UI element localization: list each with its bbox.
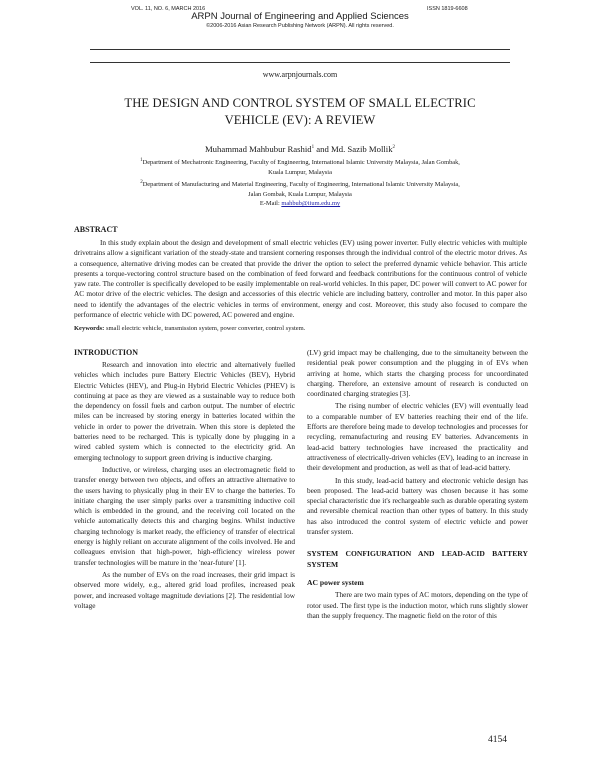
author-line — [0, 144, 600, 154]
page-number: 4154 — [488, 735, 507, 745]
affiliation-2-line1: Department of Manufacturing and Material Engineering, Faculty of Engineering, International Islamic University Malaysia, — [142, 181, 460, 189]
right-paragraph-1: (LV) grid impact may be challenging, due to the simultaneity between the residential peak power consumption and the plugging in of EVs when arriving at home, which starts the charging process for uncoordinated charging. Therefore, an extensive amount of research is conducted on coordinated charging strategies [3]. — [307, 348, 528, 399]
affiliation-2-sup: 2 — [140, 180, 143, 185]
intro-paragraph-1: Research and innovation into electric and alternatively fuelled vehicles which includes pure Battery Electric Vehicles (BEV), Hybrid Electric Vehicles (HEV), and Plug-in Hybrid Electric Vehicles (PHEV) is continuing at pace as they are viewed as a sustainable way to reduce both the dependency on fossil fuels and carbon output. The number of electric miles can be increased by storing energy in batteries located within the vehicle in order to power the drivetrain. When this store is depleted the batteries need to be recharged. This is typically done by plugging in a wired cabled system which is connected to the electricity grid. An emerging technology to support green driving is inductive charging. — [74, 360, 295, 462]
keywords-line — [74, 325, 527, 332]
affiliation-1-sup: 1 — [140, 158, 143, 163]
abstract-text: In this study explain about the design and development of small electric vehicles (EV) using power inverter. Fully electric vehicles with multiple drivetrains allow a significant variation of the steady-state and transient cornering responses through the individual control of the electric motor drives. As a consequence, alternative driving modes can be created that provide the driver the option to select the preferred dynamic vehicle behavior. This article presents a torque-vectoring control structure based on the combination of feed forward and feedback contributions for the continuous control of vehicle yaw rate. The controller is specifically developed to be easily implementable on real-world vehicles. In this paper, DC power will convert to AC power for AC motor drive of the electric vehicles. The design and accessories of this electric vehicle are including battery, controller and motor. In this paper also need to identify the advantages of the electric vehicles in terms of environment, energy and cost. Moreover, this study also focused to compare the performance of electric vehicle with DC powered, AC powered and engine. — [74, 238, 527, 320]
journal-title: ARPN Journal of Engineering and Applied Sciences — [191, 11, 409, 22]
keywords-text: small electric vehicle, transmission system, power converter, control system. — [104, 325, 306, 332]
abstract-heading: ABSTRACT — [74, 225, 118, 234]
issn: ISSN 1819-6608 — [427, 6, 468, 12]
left-column — [74, 360, 295, 611]
right-paragraph-2: The rising number of electric vehicles (EV) will eventually lead to a comparable number of EV batteries reaching their end of the life. Efforts are therefore being made to develop technologies and processes for recycling, remanufacturing and reusing EV batteries. Advancements in lead-acid battery technologies have increased the practicality and attractiveness of electrically-driven vehicles (EV), leading to an increase in their development and production, as well as that of lead-acid battery. — [307, 401, 528, 473]
author-1-sup: 1 — [311, 145, 315, 151]
affiliation-2 — [80, 178, 520, 200]
intro-paragraph-3: As the number of EVs on the road increases, their grid impact is observed more widely, e.g., altered grid load profiles, increased peak power, and increased voltage magnitude deviations [2]. The residential low voltage — [74, 569, 295, 610]
right-column — [307, 348, 528, 621]
system-configuration-heading: SYSTEM CONFIGURATION AND LEAD-ACID BATTERY SYSTEM — [307, 549, 528, 569]
volume-info: VOL. 11, NO. 6, MARCH 2016 — [131, 6, 206, 12]
keywords-label: Keywords: — [74, 325, 105, 332]
email-line — [0, 200, 600, 207]
right-paragraph-4: There are two main types of AC motors, depending on the type of rotor used. The first type is the induction motor, which runs slightly slower than the supply frequency. The magnetic field on the rotor of this — [307, 590, 528, 620]
email-label: E-Mail: — [259, 200, 282, 207]
paper-title-line2: VEHICLE (EV): A REVIEW — [224, 113, 376, 127]
paper-title — [60, 95, 540, 129]
affiliation-1-line2: Kuala Lumpur, Malaysia — [268, 169, 332, 177]
intro-paragraph-2: Inductive, or wireless, charging uses an electromagnetic field to transfer energy between two objects, and offers an attractive alternative to the users having to physically plug in their EV to charge the batteries. To initiate charging the user simply parks over a transmitting inductive coil which is embedded in the ground, and the receiving coil located on the vehicle automatically detects this and charging begins. Whilst inductive charging technology is market ready, the efficiency of transfer of electrical energy is highly reliant on accurate alignment of the coils involved. He and colleagues envision that high-power, high-efficiency wireless power transfer technologies will be mature in the 'near-future' [1]. — [74, 464, 295, 567]
affiliation-2-line2: Jalan Gombak, Kuala Lumpur, Malaysia — [248, 191, 352, 199]
author-2-sup: 2 — [392, 145, 396, 151]
author-1: Muhammad Mahbubur Rashid — [204, 144, 312, 154]
paper-title-line1: THE DESIGN AND CONTROL SYSTEM OF SMALL ELECTRIC — [124, 96, 476, 110]
affiliation-1 — [80, 156, 520, 178]
ac-power-heading: AC power system — [307, 577, 364, 587]
affiliation-1-line1: Department of Mechatronic Engineering, Faculty of Engineering, International Islamic University Malaysia, Jalan Gombak, — [142, 159, 460, 167]
introduction-heading: INTRODUCTION — [74, 348, 139, 357]
header-divider-lower — [90, 62, 510, 63]
header-divider — [90, 49, 510, 50]
email-link[interactable]: mahbub@iium.edu.my — [281, 200, 341, 207]
journal-copyright: ©2006-2016 Asian Research Publishing Network (ARPN). All rights reserved. — [206, 23, 394, 29]
author-2: and Md. Sazib Mollik — [314, 144, 393, 154]
journal-url[interactable]: www.arpnjournals.com — [262, 70, 338, 79]
right-paragraph-3: In this study, lead-acid battery and electronic vehicle design has been proposed. The lead-acid battery was chosen because it has some special characteristic due it's rechargeable such as durable operating system and reversible chemical reaction than other types of battery. In this study has also introduced the control system of electric vehicle and power transfer system. — [307, 475, 528, 537]
